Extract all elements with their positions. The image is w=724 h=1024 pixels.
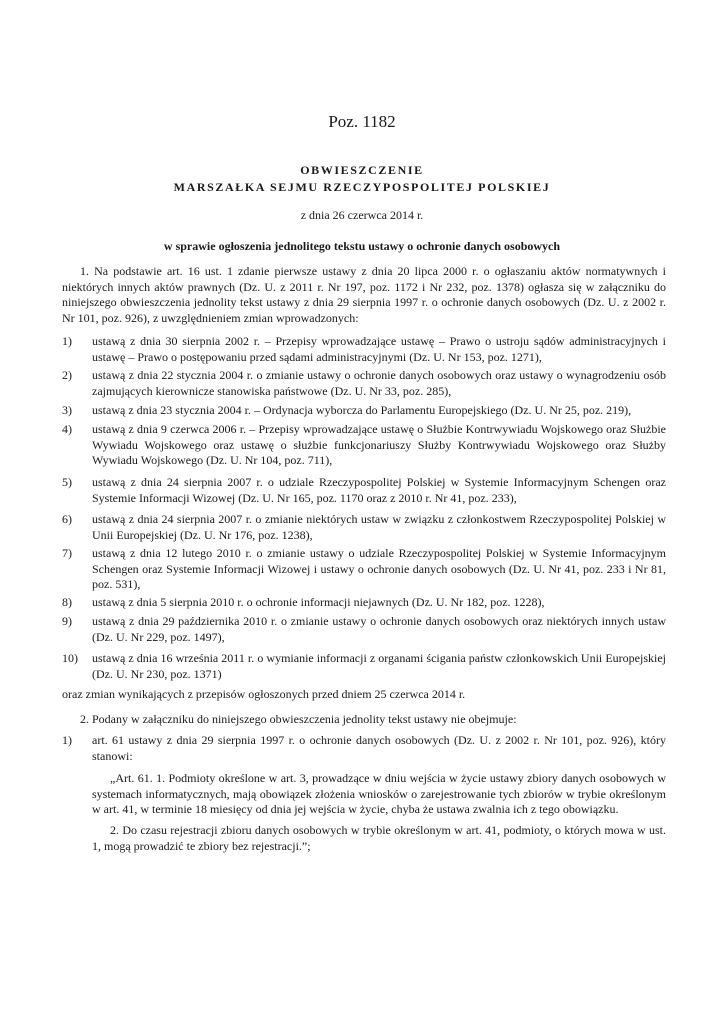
item-number: 5) [62,475,72,489]
item-text: ustawą z dnia 22 stycznia 2004 r. o zmianie ustawy o ochronie danych osobowych oraz ustawy o wynagrodzeniu osób zajmujących kierownicze stanowiska państwowe (Dz. U. Nr 33, poz. 285), [92,368,666,398]
item-text: ustawą z dnia 9 czerwca 2006 r. – Przepisy wprowadzające ustawę o Służbie Kontrwywiadu Wojskowego oraz Służbie Wywiadu Wojskowego oraz ustawę o służbie funkcjonariuszy Służby Kontrwywiadu Wojskowego oraz Służby Wywiadu Wojskowego (Dz. U. Nr 104, poz. 711), [92,422,666,467]
item-text: ustawą z dnia 30 sierpnia 2002 r. – Przepisy wprowadzające ustawę – Prawo o ustroju sądów administracyjnych i ustawę – Prawo o postępowaniu przed sądami administracyjnymi (Dz. U. Nr 153, poz. 1271), [92,334,666,364]
item-text: art. 61 ustawy z dnia 29 sierpnia 1997 r. o ochronie danych osobowych (Dz. U. z 2002 r. Nr 101, poz. 926), który stanowi: [92,733,666,763]
document-date: z dnia 26 czerwca 2014 r. [300,208,424,222]
item-number: 4) [62,422,72,436]
item-number: 7) [62,546,72,560]
item-text: ustawą z dnia 29 października 2010 r. o zmianie ustawy o ochronie danych osobowych oraz niektórych innych ustaw (Dz. U. Nr 229, poz. 1497), [92,614,666,644]
item-text: ustawą z dnia 24 sierpnia 2007 r. o udziale Rzeczypospolitej Polskiej w Systemie Informacyjnym Schengen oraz Systemie Informacji Wizowej (Dz. U. Nr 165, poz. 1170 oraz z 2010 r. Nr 41, poz. 233), [92,475,666,505]
document-issuer: MARSZAŁKA SEJMU RZECZYPOSPOLITEJ POLSKIEJ [173,180,551,194]
item-text: ustawą z dnia 16 września 2011 r. o wymianie informacji z organami ścigania państw członkowskich Unii Europejskiej (Dz. U. Nr 230, poz. 1371) [92,651,666,681]
document-title: OBWIESZCZENIE [300,163,424,177]
paragraph-1: 1. Na podstawie art. 16 ust. 1 zdanie pierwsze ustawy z dnia 20 lipca 2000 r. o ogłaszaniu aktów normatywnych i niektórych innych aktów prawnych (Dz. U. z 2011 r. Nr 197, poz. 1172 i Nr 232, poz. 1378) ogłasza się w załączniku do niniejszego obwieszczenia jednolity tekst ustawy z dnia 29 sierpnia 1997 r. o ochronie danych osobowych (Dz. U. z 2002 r. Nr 101, poz. 926), z uwzględnieniem zmian wprowadzonych: [62,264,666,325]
item-number: 2) [62,368,72,382]
document-subject: w sprawie ogłoszenia jednolitego tekstu ustawy o ochronie danych osobowych [163,239,561,253]
item-text: ustawą z dnia 24 sierpnia 2007 r. o zmianie niektórych ustaw w związku z członkostwem Rzeczypospolitej Polskiej w Unii Europejskiej (Dz. U. Nr 176, poz. 1238), [92,512,666,542]
paragraph-2: 2. Podany w załączniku do niniejszego obwieszczenia jednolity tekst ustawy nie obejmuje: [80,712,517,726]
item-number: 1) [62,733,72,747]
closing-line: oraz zmian wynikających z przepisów ogłoszonych przed dniem 25 czerwca 2014 r. [62,687,466,701]
item-number: 6) [62,512,72,526]
item-text: ustawą z dnia 23 stycznia 2004 r. – Ordynacja wyborcza do Parlamentu Europejskiego (Dz. U. Nr 25, poz. 219), [92,403,632,417]
item-number: 8) [62,595,72,609]
item-number: 9) [62,614,72,628]
item-number: 1) [62,334,72,348]
item-number: 10) [62,651,78,665]
item-number: 3) [62,403,72,417]
item-text: ustawą z dnia 12 lutego 2010 r. o zmianie ustawy o udziale Rzeczypospolitej Polskiej w Systemie Informacyjnym Schengen oraz Systemie Informacji Wizowej i ustawy o ochronie danych osobowych (Dz. U. Nr 41, poz. 233 i Nr 81, poz. 531), [92,546,666,591]
item-text: ustawą z dnia 5 sierpnia 2010 r. o ochronie informacji niejawnych (Dz. U. Nr 182, poz. 1228), [92,595,545,609]
quoted-article-61-1: „Art. 61. 1. Podmioty określone w art. 3, prowadzące w dniu wejścia w życie ustawy zbiory danych osobowych w systemach informatycznych, mają obowiązek złożenia wniosków o zarejestrowanie tych zbiorów w trybie określonym w art. 41, w terminie 18 miesięcy od dnia jej wejścia w życie, chyba że ustawa zwalnia ich z tego obowiązku. [92,771,666,816]
quoted-article-61-2: 2. Do czasu rejestracji zbioru danych osobowych w trybie określonym w art. 41, podmioty, o których mowa w ust. 1, mogą prowadzić te zbiory bez rejestracji.”; [92,823,666,853]
position-number: Poz. 1182 [328,112,396,131]
